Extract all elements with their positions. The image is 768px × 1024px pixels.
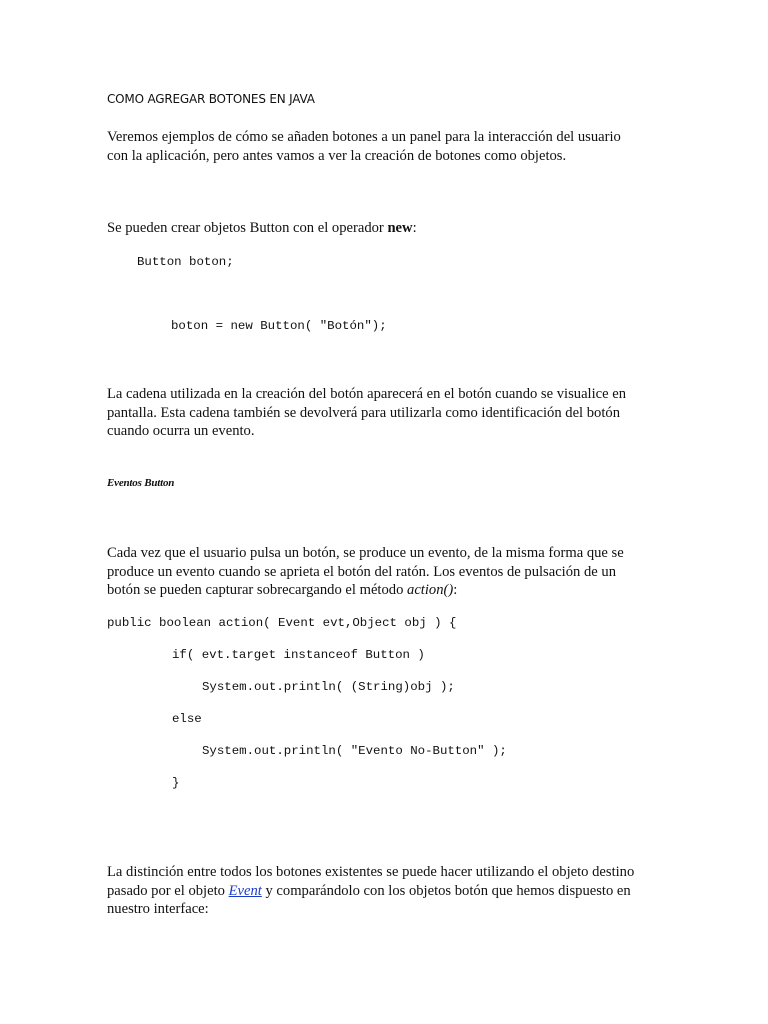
cadena-line-3: cuando ocurra un evento. bbox=[107, 423, 255, 439]
event-link[interactable]: Event bbox=[228, 882, 262, 899]
eventos-line-3-end: : bbox=[453, 582, 458, 598]
create-paragraph bbox=[107, 219, 667, 238]
eventos-line-1: Cada vez que el usuario pulsa un botón, se produce un evento, de la misma forma que se bbox=[107, 545, 624, 561]
code-action-signature: public boolean action( Event evt,Object obj ) { bbox=[107, 616, 457, 630]
create-keyword: new bbox=[387, 220, 413, 236]
cadena-paragraph bbox=[107, 385, 667, 441]
eventos-line-3-text: botón se pueden capturar sobrecargando el método bbox=[107, 582, 408, 598]
document-title: COMO AGREGAR BOTONES EN JAVA bbox=[107, 92, 315, 106]
code-closing-brace: } bbox=[172, 776, 180, 790]
intro-line-2: con la aplicación, pero antes vamos a ver la creación de botones como objetos. bbox=[107, 147, 567, 164]
distincion-line-2 bbox=[107, 882, 667, 901]
eventos-line-2: produce un evento cuando se aprieta el botón del ratón. Los eventos de pulsación de un bbox=[107, 563, 616, 580]
distincion-line-3: nuestro interface: bbox=[107, 901, 209, 917]
distincion-line-1: La distinción entre todos los botones existentes se puede hacer utilizando el objeto destino bbox=[107, 864, 635, 880]
code-button-instantiation: boton = new Button( "Botón"); bbox=[171, 319, 387, 333]
code-println-string: System.out.println( (String)obj ); bbox=[202, 680, 455, 694]
distincion-line-2-end: y comparándolo con los objetos botón que hemos dispuesto en bbox=[261, 882, 631, 899]
eventos-paragraph bbox=[107, 544, 667, 600]
create-text: Se pueden crear objetos Button con el operador bbox=[107, 220, 388, 236]
intro-paragraph bbox=[107, 128, 667, 165]
create-colon: : bbox=[412, 220, 417, 236]
cadena-line-2: pantalla. Esta cadena también se devolverá para utilizarla como identificación del botón bbox=[107, 404, 620, 421]
code-println-evento: System.out.println( "Evento No-Button" ); bbox=[202, 744, 507, 758]
distincion-line-2-text: pasado por el objeto bbox=[107, 882, 229, 899]
intro-line-1: Veremos ejemplos de cómo se añaden botones a un panel para la interacción del usuario bbox=[107, 129, 621, 145]
code-button-declaration: Button boton; bbox=[137, 255, 234, 269]
code-if-instanceof: if( evt.target instanceof Button ) bbox=[172, 648, 425, 662]
eventos-line-3 bbox=[107, 581, 667, 600]
code-else: else bbox=[172, 712, 202, 726]
cadena-line-1: La cadena utilizada en la creación del botón aparecerá en el botón cuando se visualice en bbox=[107, 386, 627, 402]
distincion-paragraph bbox=[107, 863, 667, 919]
action-method-name: action() bbox=[407, 582, 454, 598]
eventos-button-subheading: Eventos Button bbox=[107, 477, 175, 489]
